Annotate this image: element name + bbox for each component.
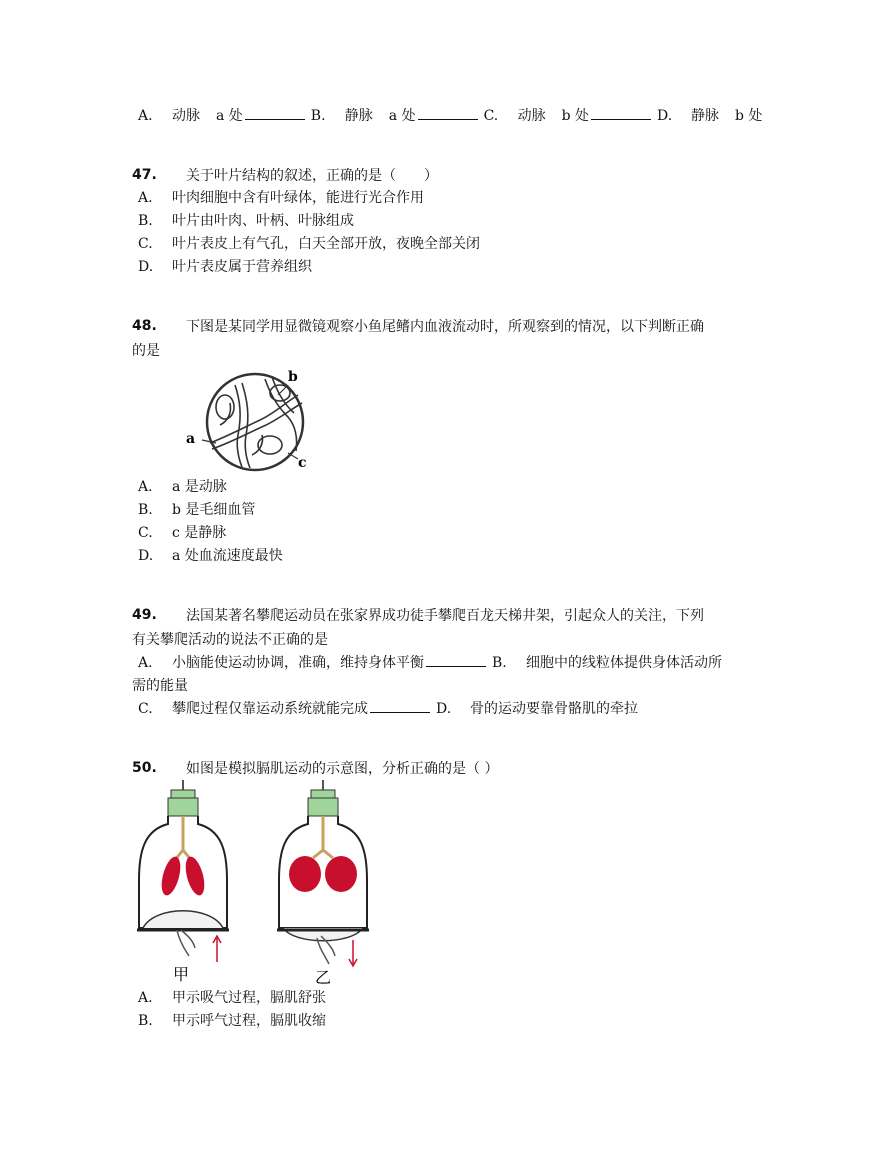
q48-stem-line1: 下图是某同学用显微镜观察小鱼尾鳍内血液流动时，所观察到的情况，以下判断正确	[186, 319, 704, 335]
q46-option-d-text: 静脉	[691, 108, 720, 124]
bell-jar-left	[137, 780, 229, 984]
q49-stem-line1: 法国某著名攀爬运动员在张家界成功徒手攀爬百龙天梯井架，引起众人的关注，下列	[186, 608, 704, 624]
blank-line	[418, 105, 478, 120]
option-text: 叶片表皮属于营养组织	[172, 259, 312, 275]
q48-option-c	[138, 523, 226, 543]
q47-option-b	[138, 211, 354, 231]
option-letter: D.	[436, 701, 452, 717]
blank-line	[426, 652, 486, 667]
blood-flow-figure	[180, 365, 320, 475]
q46-option-d-letter: D.	[657, 108, 673, 124]
option-letter: C.	[138, 525, 153, 541]
option-letter: B.	[138, 502, 153, 518]
q47-stem: 关于叶片结构的叙述，正确的是（ ）	[186, 168, 438, 184]
q46-option-c-letter: C.	[483, 108, 499, 124]
q49-options-cd	[138, 698, 638, 719]
option-text: c 是静脉	[172, 525, 227, 541]
figure-label-c: c	[298, 455, 307, 471]
option-letter: B.	[492, 655, 507, 671]
q49-stem-line2: 有关攀爬活动的说法不正确的是	[132, 632, 328, 648]
option-text: 甲示吸气过程，膈肌舒张	[172, 990, 326, 1006]
option-text: 骨的运动要靠骨骼肌的牵拉	[470, 701, 638, 717]
option-letter: B.	[138, 213, 153, 229]
q46-option-c-text: 动脉	[517, 108, 546, 124]
q47-option-d	[138, 257, 312, 277]
q46-option-b-loc: a 处	[388, 108, 416, 124]
option-letter: A.	[138, 479, 153, 495]
q49-number: 49.	[132, 607, 157, 623]
option-text: 攀爬过程仅靠运动系统就能完成	[172, 701, 368, 717]
q49-options-ab	[138, 652, 722, 673]
option-letter: A.	[138, 655, 153, 671]
q47-option-a	[138, 188, 424, 208]
option-letter: C.	[138, 701, 153, 717]
figure-label-b: b	[288, 369, 298, 385]
figure-label-a: a	[186, 431, 196, 447]
q46-option-a-loc: a 处	[216, 108, 243, 124]
figure-label-jia: 甲	[173, 965, 190, 984]
option-text: a 处血流速度最快	[172, 548, 283, 564]
q49-option-b-cont: 需的能量	[132, 678, 188, 694]
q46-option-a-text: 动脉	[172, 108, 200, 124]
lung-right	[182, 855, 208, 898]
q50-option-b	[138, 1011, 326, 1031]
q46-option-a-letter: A.	[138, 108, 153, 124]
lung-left	[158, 855, 184, 898]
q46-option-b-text: 静脉	[344, 108, 373, 124]
diaphragm-membrane	[143, 911, 223, 928]
q48-number: 48.	[132, 318, 157, 334]
q48-option-a	[138, 477, 227, 497]
option-letter: C.	[138, 236, 153, 252]
option-text: 叶片由叶肉、叶柄、叶脉组成	[172, 213, 354, 229]
figure-label-yi: 乙	[315, 968, 332, 985]
option-text: a 是动脉	[172, 479, 227, 495]
option-letter: A.	[138, 190, 153, 206]
q50-stem: 如图是模拟膈肌运动的示意图，分析正确的是（ ）	[186, 761, 499, 777]
option-letter: D.	[138, 259, 154, 275]
hand-pulling	[177, 930, 195, 956]
blank-line	[370, 698, 430, 713]
lung-left-inflated	[289, 856, 321, 892]
q48-option-d	[138, 546, 283, 566]
q48-option-b	[138, 500, 255, 520]
q47-option-c	[138, 234, 480, 254]
blank-line	[591, 105, 651, 120]
q46-option-d-loc: b 处	[735, 108, 763, 124]
q46-options-line	[138, 105, 762, 126]
option-text: 甲示呼气过程，膈肌收缩	[172, 1013, 326, 1029]
option-text: 小脑能使运动协调，准确，维持身体平衡	[172, 655, 424, 671]
q46-option-b-letter: B.	[310, 108, 326, 124]
option-text: b 是毛细血管	[172, 502, 256, 518]
blank-line	[245, 105, 305, 120]
q50-option-a	[138, 988, 326, 1008]
option-letter: D.	[138, 548, 154, 564]
option-letter: B.	[138, 1013, 153, 1029]
diaphragm-model-figure	[135, 780, 375, 985]
q50-number: 50.	[132, 760, 157, 776]
q48-stem-line2: 的是	[132, 343, 160, 359]
lung-right-inflated	[325, 856, 357, 892]
option-text: 叶片表皮上有气孔，白天全部开放，夜晚全部关闭	[172, 236, 480, 252]
option-letter: A.	[138, 990, 153, 1006]
option-text: 叶肉细胞中含有叶绿体，能进行光合作用	[172, 190, 424, 206]
q46-option-c-loc: b 处	[561, 108, 590, 124]
option-text: 细胞中的线粒体提供身体活动所	[526, 655, 722, 671]
bell-jar-right	[277, 780, 369, 985]
q47-number: 47.	[132, 167, 157, 183]
